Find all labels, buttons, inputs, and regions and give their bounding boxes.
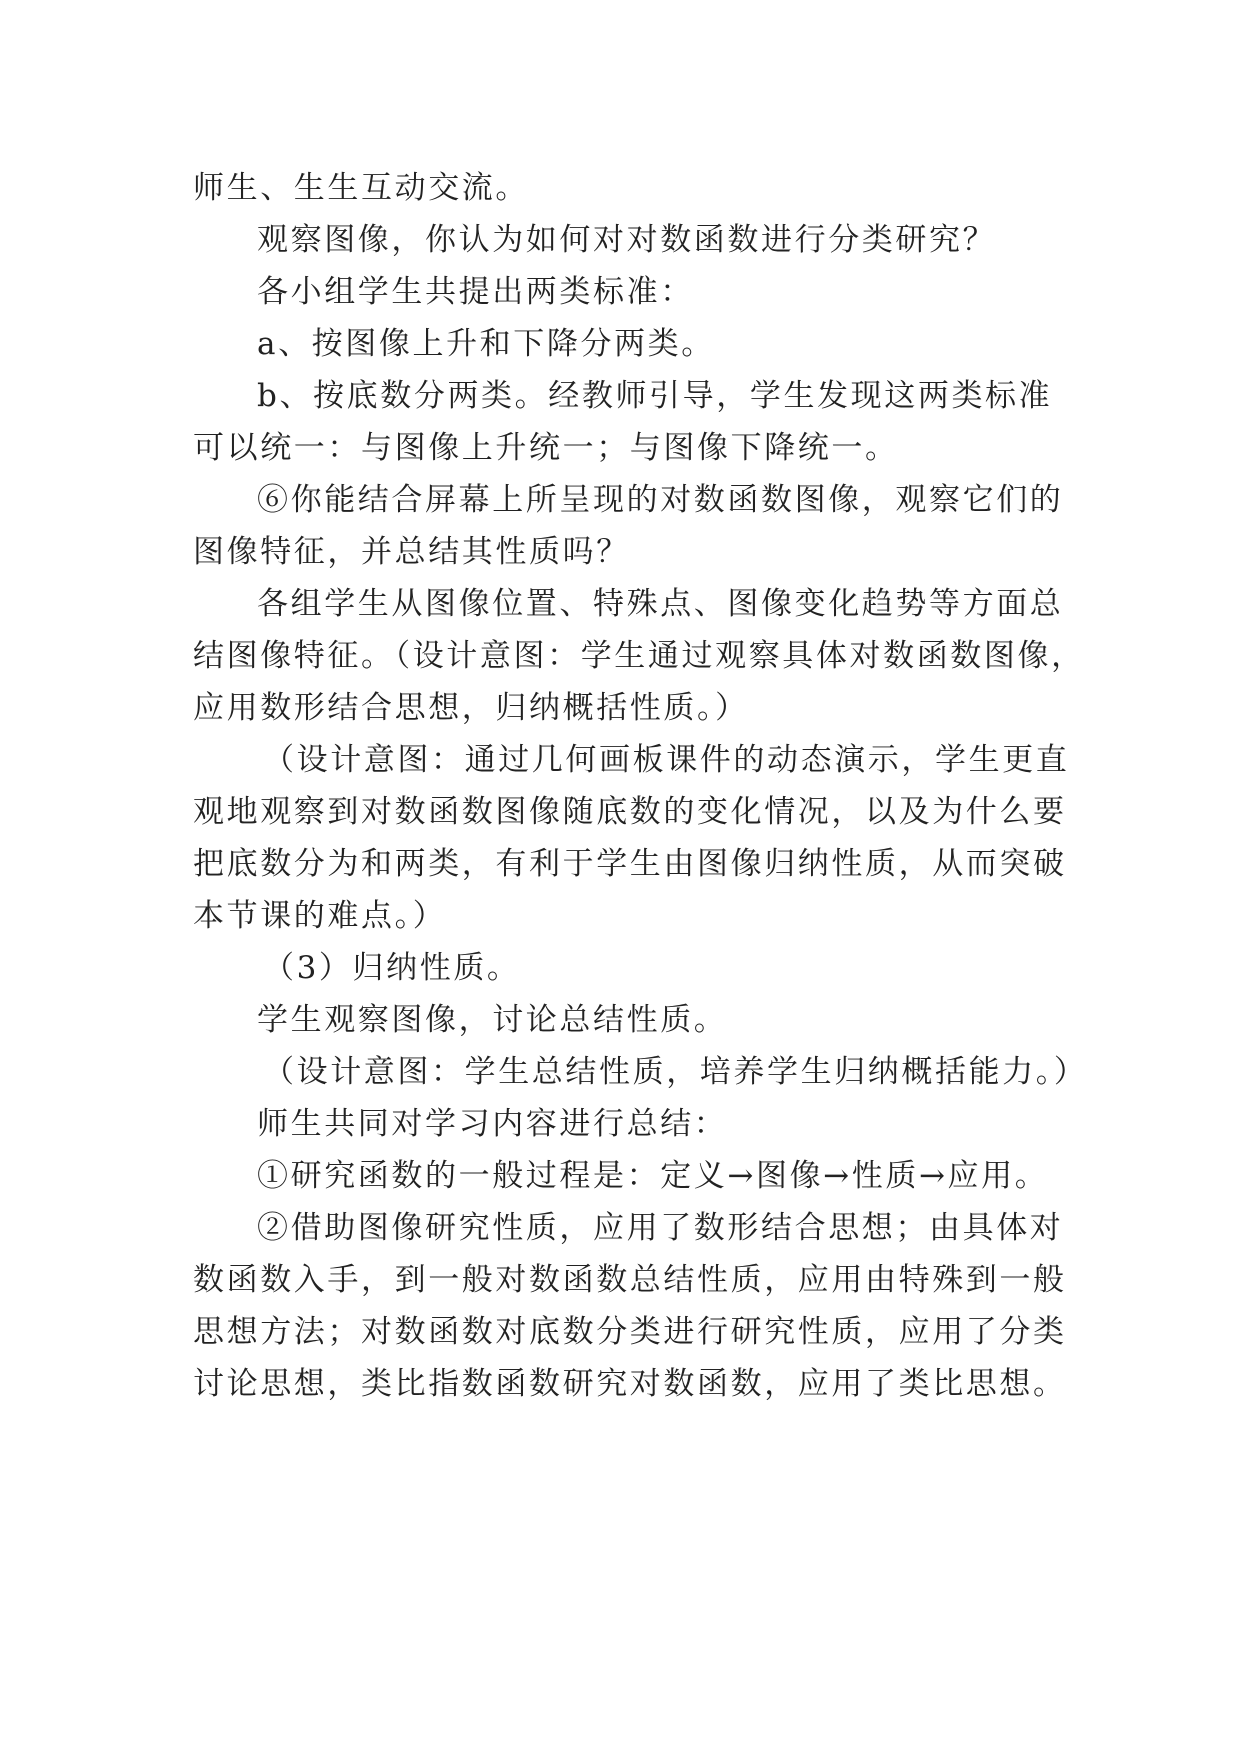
text-line: 学生观察图像，讨论总结性质。 [257, 1002, 728, 1038]
text-line: 各小组学生共提出两类标准： [257, 274, 694, 310]
text-line: 把底数分为和两类，有利于学生由图像归纳性质，从而突破 [193, 846, 1067, 882]
text-line: 图像特征，并总结其性质吗？ [193, 534, 630, 570]
text-line: 可以统一：与图像上升统一；与图像下降统一。 [193, 430, 899, 466]
text-line: 本节课的难点。） [193, 898, 447, 934]
text-line: （设计意图：学生总结性质，培养学生归纳概括能力。） [263, 1054, 1088, 1090]
text-line: 数函数入手，到一般对数函数总结性质，应用由特殊到一般 [193, 1262, 1067, 1298]
section-heading: （3）归纳性质。 [263, 950, 521, 986]
text-line: 讨论思想，类比指数函数研究对数函数，应用了类比思想。 [193, 1366, 1067, 1402]
text-line: （设计意图：通过几何画板课件的动态演示，学生更直 [263, 742, 1070, 778]
text-line: 应用数形结合思想，归纳概括性质。） [193, 690, 749, 726]
text-line: b、按底数分两类。经教师引导，学生发现这两类标准 [257, 378, 1053, 414]
text-line: 思想方法；对数函数对底数分类进行研究性质，应用了分类 [193, 1314, 1067, 1350]
text-line: a、按图像上升和下降分两类。 [257, 326, 715, 362]
text-line: 观察图像，你认为如何对对数函数进行分类研究？ [257, 222, 997, 258]
text-line: ⑥你能结合屏幕上所呈现的对数函数图像，观察它们的 [257, 482, 1064, 518]
text-line: 师生共同对学习内容进行总结： [257, 1106, 728, 1142]
text-line: 结图像特征。（设计意图：学生通过观察具体对数函数图像， [193, 638, 1085, 674]
text-line: ①研究函数的一般过程是：定义→图像→性质→应用。 [257, 1158, 1049, 1194]
text-line: ②借助图像研究性质，应用了数形结合思想；由具体对 [257, 1210, 1064, 1246]
text-line: 观地观察到对数函数图像随底数的变化情况，以及为什么要 [193, 794, 1067, 830]
text-line: 师生、生生互动交流。 [193, 170, 529, 206]
text-line: 各组学生从图像位置、特殊点、图像变化趋势等方面总 [257, 586, 1064, 622]
